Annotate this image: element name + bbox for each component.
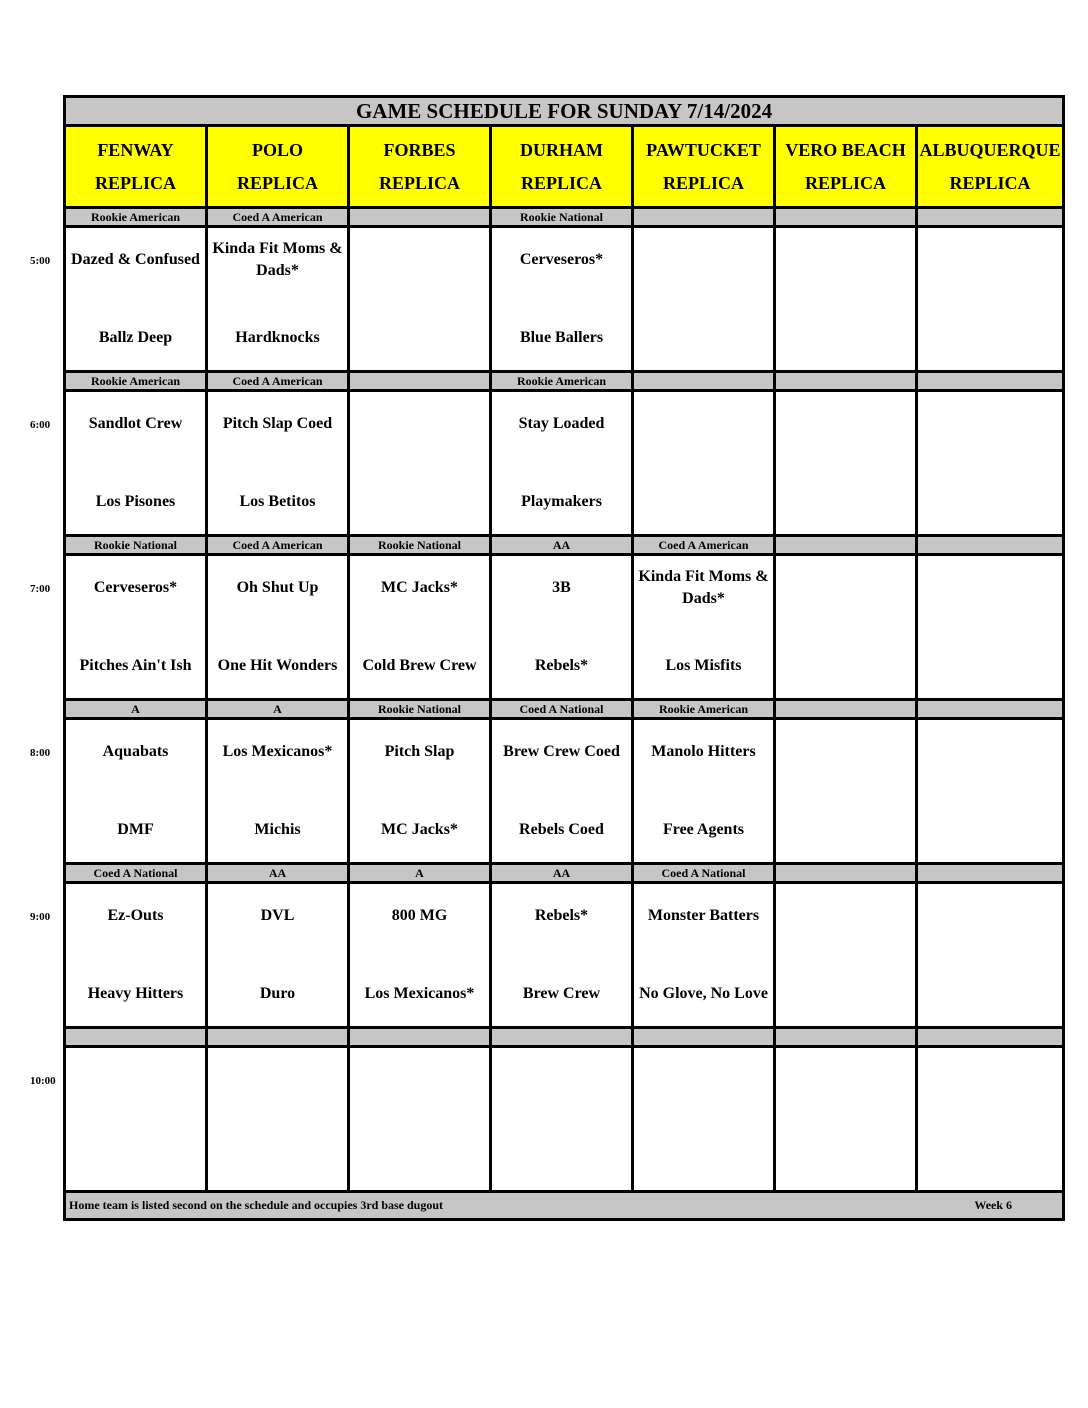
home-team [66, 1120, 205, 1190]
away-team [918, 720, 1062, 792]
division-label [207, 1028, 349, 1047]
game-cell [633, 719, 775, 864]
away-team [350, 228, 489, 300]
time-label: 10:00 [30, 1074, 56, 1087]
division-label [917, 536, 1064, 555]
division-label: Coed A American [207, 372, 349, 391]
game-cell [775, 883, 917, 1028]
away-team: Aquabats [102, 743, 169, 760]
home-team [350, 300, 489, 370]
division-label: Coed A National [633, 864, 775, 883]
game-cell [491, 391, 633, 536]
division-label [917, 208, 1064, 227]
schedule-table [63, 95, 1065, 1221]
home-team-note: Home team is listed second on the schedule and occupies 3rd base dugout [69, 1198, 444, 1212]
game-cell [633, 555, 775, 700]
division-label [633, 1028, 775, 1047]
division-label: Rookie American [65, 372, 207, 391]
division-row [65, 700, 1064, 719]
division-label: Rookie National [349, 536, 491, 555]
away-team [776, 556, 915, 628]
field-subtitle: REPLICA [949, 172, 1031, 193]
division-row [65, 864, 1064, 883]
away-team [634, 228, 773, 300]
schedule-title: GAME SCHEDULE FOR SUNDAY 7/14/2024 [65, 97, 1064, 126]
division-label [775, 864, 917, 883]
division-label: Rookie American [65, 208, 207, 227]
division-label: Rookie American [633, 700, 775, 719]
time-label: 7:00 [30, 582, 51, 595]
game-cell [775, 555, 917, 700]
game-row [65, 1047, 1064, 1192]
away-team: Ez-Outs [107, 907, 164, 924]
away-team: Kinda Fit Moms & Dads* [212, 240, 343, 279]
footer-cell [65, 1192, 1064, 1220]
away-team [918, 228, 1062, 300]
away-team: Stay Loaded [518, 415, 605, 432]
game-cell [65, 227, 207, 372]
away-team: Pitch Slap Coed [222, 415, 333, 432]
home-team: Rebels* [534, 657, 589, 674]
division-label: A [65, 700, 207, 719]
division-label: Rookie National [491, 208, 633, 227]
away-team: MC Jacks* [381, 579, 458, 596]
game-cell [491, 719, 633, 864]
home-team: Duro [259, 985, 296, 1002]
home-team [208, 1120, 347, 1190]
division-label: A [207, 700, 349, 719]
home-team [918, 1120, 1062, 1190]
division-label: Coed A National [65, 864, 207, 883]
home-team: Ballz Deep [98, 329, 173, 346]
game-cell [775, 227, 917, 372]
game-cell [65, 555, 207, 700]
home-team: Michis [254, 821, 301, 838]
time-label: 8:00 [30, 746, 51, 759]
home-team [776, 792, 915, 862]
field-subtitle: REPLICA [378, 172, 460, 193]
division-label [349, 1028, 491, 1047]
division-label: AA [491, 536, 633, 555]
game-cell [207, 391, 349, 536]
home-team: Free Agents [662, 821, 744, 838]
home-team: Hardknocks [235, 329, 320, 346]
away-team: Brew Crew Coed [503, 743, 620, 760]
field-header-vero-beach [775, 126, 917, 208]
home-team: Pitches Ain't Ish [79, 657, 192, 674]
home-team [634, 464, 773, 534]
away-team: Manolo Hitters [651, 743, 756, 760]
away-team [918, 556, 1062, 628]
game-row [65, 883, 1064, 1028]
home-team: Blue Ballers [519, 329, 604, 346]
field-name: FENWAY [97, 139, 174, 160]
away-team: 3B [552, 579, 571, 596]
game-row [65, 227, 1064, 372]
division-label: AA [491, 864, 633, 883]
home-team [776, 628, 915, 698]
home-team [776, 1120, 915, 1190]
away-team [350, 1048, 489, 1120]
division-label [633, 208, 775, 227]
field-name: PAWTUCKET [646, 139, 761, 160]
division-label: Coed A American [633, 536, 775, 555]
game-cell [65, 883, 207, 1028]
away-team [776, 1048, 915, 1120]
game-cell [775, 719, 917, 864]
away-team: Cerveseros* [519, 251, 604, 268]
game-cell [633, 1047, 775, 1192]
title-row [65, 97, 1064, 126]
home-team [350, 464, 489, 534]
away-team: Oh Shut Up [236, 579, 319, 596]
field-header-albuquerque [917, 126, 1064, 208]
division-label [917, 1028, 1064, 1047]
division-label: AA [207, 864, 349, 883]
division-label [917, 700, 1064, 719]
home-team: Los Betitos [239, 493, 316, 510]
away-team: Kinda Fit Moms & Dads* [638, 568, 769, 607]
home-team: No Glove, No Love [639, 985, 768, 1002]
home-team [918, 792, 1062, 862]
field-name: ALBUQUERQUE [919, 139, 1061, 160]
time-label: 6:00 [30, 418, 51, 431]
division-label: Rookie National [349, 700, 491, 719]
game-cell [775, 391, 917, 536]
game-cell [917, 227, 1064, 372]
game-cell [207, 1047, 349, 1192]
home-team: Los Mexicanos* [364, 985, 475, 1002]
game-cell [491, 227, 633, 372]
field-header-durham [491, 126, 633, 208]
field-name: POLO [251, 139, 303, 160]
away-team [776, 228, 915, 300]
game-cell [349, 555, 491, 700]
footer-row [65, 1192, 1064, 1220]
division-row [65, 208, 1064, 227]
game-cell [207, 719, 349, 864]
field-subtitle: REPLICA [94, 172, 176, 193]
game-cell [917, 883, 1064, 1028]
away-team [918, 884, 1062, 956]
away-team [66, 1048, 205, 1120]
away-team: 800 MG [391, 907, 448, 924]
away-team: Cerveseros* [93, 579, 178, 596]
home-team [776, 464, 915, 534]
home-team [918, 956, 1062, 1026]
division-label [775, 372, 917, 391]
game-cell [207, 883, 349, 1028]
schedule-body [65, 97, 1064, 1220]
away-team: Los Mexicanos* [222, 743, 333, 760]
field-header-pawtucket [633, 126, 775, 208]
game-row [65, 719, 1064, 864]
game-cell [491, 883, 633, 1028]
home-team: MC Jacks* [381, 821, 458, 838]
field-name: VERO BEACH [785, 139, 906, 160]
division-label [917, 864, 1064, 883]
home-team: Heavy Hitters [87, 985, 184, 1002]
away-team: Monster Batters [647, 907, 760, 924]
game-cell [917, 719, 1064, 864]
home-team [918, 464, 1062, 534]
home-team [634, 1120, 773, 1190]
division-label [349, 208, 491, 227]
game-cell [633, 227, 775, 372]
field-subtitle: REPLICA [804, 172, 886, 193]
home-team: Los Pisones [95, 493, 176, 510]
away-team: Pitch Slap [384, 743, 455, 760]
away-team [350, 392, 489, 464]
game-cell [917, 391, 1064, 536]
game-row [65, 391, 1064, 536]
home-team [350, 1120, 489, 1190]
away-team [492, 1048, 631, 1120]
division-label [775, 208, 917, 227]
game-cell [349, 719, 491, 864]
division-label [349, 372, 491, 391]
game-cell [917, 1047, 1064, 1192]
home-team: One Hit Wonders [217, 657, 338, 674]
field-subtitle: REPLICA [236, 172, 318, 193]
home-team: Playmakers [521, 493, 602, 510]
field-subtitle: REPLICA [520, 172, 602, 193]
away-team [634, 1048, 773, 1120]
game-cell [633, 883, 775, 1028]
game-cell [349, 391, 491, 536]
home-team [776, 300, 915, 370]
away-team [776, 392, 915, 464]
game-cell [65, 1047, 207, 1192]
field-name: FORBES [383, 139, 456, 160]
time-label: 9:00 [30, 910, 51, 923]
division-label: Rookie National [65, 536, 207, 555]
division-label [633, 372, 775, 391]
game-row [65, 555, 1064, 700]
game-cell [207, 227, 349, 372]
game-cell [65, 719, 207, 864]
away-team: Rebels* [534, 907, 589, 924]
away-team [918, 392, 1062, 464]
home-team: Rebels Coed [519, 821, 604, 838]
away-team: Sandlot Crew [88, 415, 183, 432]
division-label [65, 1028, 207, 1047]
game-cell [917, 555, 1064, 700]
field-subtitle: REPLICA [662, 172, 744, 193]
field-header-fenway [65, 126, 207, 208]
division-label [775, 1028, 917, 1047]
game-cell [349, 227, 491, 372]
division-label [775, 700, 917, 719]
division-label: Coed A American [207, 208, 349, 227]
away-team [918, 1048, 1062, 1120]
game-cell [65, 391, 207, 536]
away-team: DVL [260, 907, 295, 924]
division-label [775, 536, 917, 555]
away-team [776, 884, 915, 956]
home-team: DMF [117, 821, 154, 838]
away-team [208, 1048, 347, 1120]
home-team [918, 628, 1062, 698]
field-header-row [65, 126, 1064, 208]
away-team: Dazed & Confused [71, 251, 200, 268]
game-cell [491, 1047, 633, 1192]
game-cell [207, 555, 349, 700]
home-team [918, 300, 1062, 370]
field-name: DURHAM [520, 139, 603, 160]
division-row [65, 372, 1064, 391]
week-label: Week 6 [974, 1198, 1013, 1212]
division-row [65, 536, 1064, 555]
time-label: 5:00 [30, 254, 51, 267]
game-cell [633, 391, 775, 536]
division-label [491, 1028, 633, 1047]
home-team: Cold Brew Crew [362, 657, 477, 674]
field-header-polo [207, 126, 349, 208]
division-label: A [349, 864, 491, 883]
home-team [492, 1120, 631, 1190]
division-label: Coed A National [491, 700, 633, 719]
game-cell [349, 1047, 491, 1192]
home-team [634, 300, 773, 370]
away-team [634, 392, 773, 464]
game-cell [349, 883, 491, 1028]
home-team: Los Misfits [665, 657, 742, 674]
away-team [776, 720, 915, 792]
division-label: Coed A American [207, 536, 349, 555]
division-row [65, 1028, 1064, 1047]
field-header-forbes [349, 126, 491, 208]
division-label [917, 372, 1064, 391]
home-team: Brew Crew [522, 985, 601, 1002]
game-cell [775, 1047, 917, 1192]
home-team [776, 956, 915, 1026]
division-label: Rookie American [491, 372, 633, 391]
game-cell [491, 555, 633, 700]
